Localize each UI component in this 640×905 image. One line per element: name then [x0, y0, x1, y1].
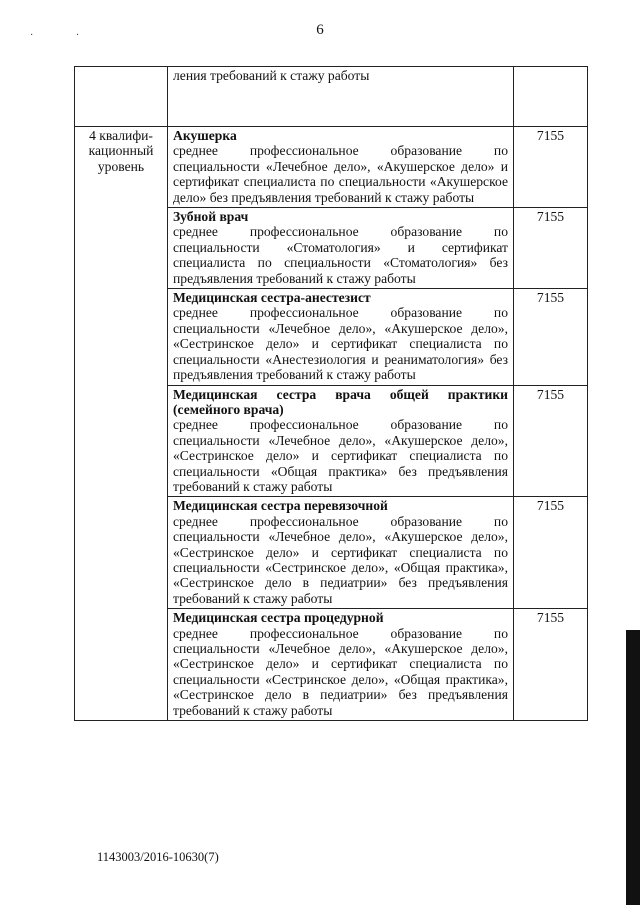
- position-code: 7155: [536, 610, 565, 626]
- position-code: 7155: [536, 128, 565, 143]
- document-reference: 1143003/2016-10630(7): [97, 850, 219, 864]
- qualification-table: [74, 66, 588, 721]
- position-cell: [168, 497, 514, 609]
- position-title: Зубной врач: [173, 209, 249, 225]
- position-cell: [168, 609, 514, 721]
- code-cell: [514, 67, 588, 127]
- position-requirements: среднее профессиональное образование по специальности «Лечебное дело», «Акушерское дело», «Сестринское дело» и сертификат специалиста по специальности «Общая практика» без предъявления требований к стажу работы: [173, 417, 508, 494]
- position-cell: [168, 127, 514, 208]
- position-requirements: среднее профессиональное образование по специальности «Лечебное дело», «Акушерское дело», «Сестринское дело» и сертификат специалиста по специальности «Сестринское дело», «Общая практика», «Сестринское дело в педиатрии» без предъявления требований к стажу работы: [173, 625, 508, 718]
- code-cell: [514, 289, 588, 385]
- scan-specks: · ·: [30, 30, 100, 41]
- position-code: 7155: [536, 209, 565, 225]
- page-number: 6: [316, 22, 324, 38]
- position-requirements: среднее профессиональное образование по специальности «Лечебное дело», «Акушерское дело», «Сестринское дело» и сертификат специалиста по специальности «Сестринское дело», «Общая практика», «Сестринское дело в педиатрии» без предъявления требований к стажу работы: [173, 513, 508, 606]
- position-cell: [168, 385, 514, 497]
- code-cell: [514, 385, 588, 497]
- continuation-text: ления требований к стажу работы: [173, 68, 370, 83]
- code-cell: [514, 497, 588, 609]
- position-requirements: среднее профессиональное образование по специальности «Лечебное дело», «Акушерское дело» и сертификат специалиста по специальности «Акушерское дело» без предъявления требований к стажу работы: [173, 143, 508, 205]
- level-cell: [75, 67, 168, 127]
- position-requirements: среднее профессиональное образование по специальности «Лечебное дело», «Акушерское дело», «Сестринское дело» и сертификат специалиста по специальности «Анестезиология и реаниматология» без предъявления требований к стажу работы: [173, 305, 508, 383]
- position-cell: [168, 208, 514, 289]
- scan-edge-shadow: [626, 630, 640, 905]
- position-requirements: среднее профессиональное образование по специальности «Стоматология» и сертификат специалиста по специальности «Стоматология» без предъявления требований к стажу работы: [173, 224, 508, 286]
- position-title: Медицинская сестра врача общей практики (семейного врача): [173, 386, 508, 417]
- position-code: 7155: [536, 386, 565, 402]
- level-label: 4 квалифи-кационный уровень: [88, 128, 154, 174]
- position-code: 7155: [536, 498, 565, 514]
- position-title: Медицинская сестра процедурной: [173, 610, 384, 626]
- code-cell: [514, 127, 588, 208]
- code-cell: [514, 208, 588, 289]
- position-title: Акушерка: [173, 128, 237, 143]
- position-code: 7155: [536, 290, 565, 306]
- position-title: Медицинская сестра перевязочной: [173, 498, 388, 514]
- table-row: [75, 67, 588, 127]
- continuation-cell: [168, 67, 514, 127]
- code-cell: [514, 609, 588, 721]
- position-cell: [168, 289, 514, 385]
- qualification-level: [75, 127, 168, 721]
- table-row: [75, 127, 588, 208]
- position-title: Медицинская сестра-анестезист: [173, 290, 371, 306]
